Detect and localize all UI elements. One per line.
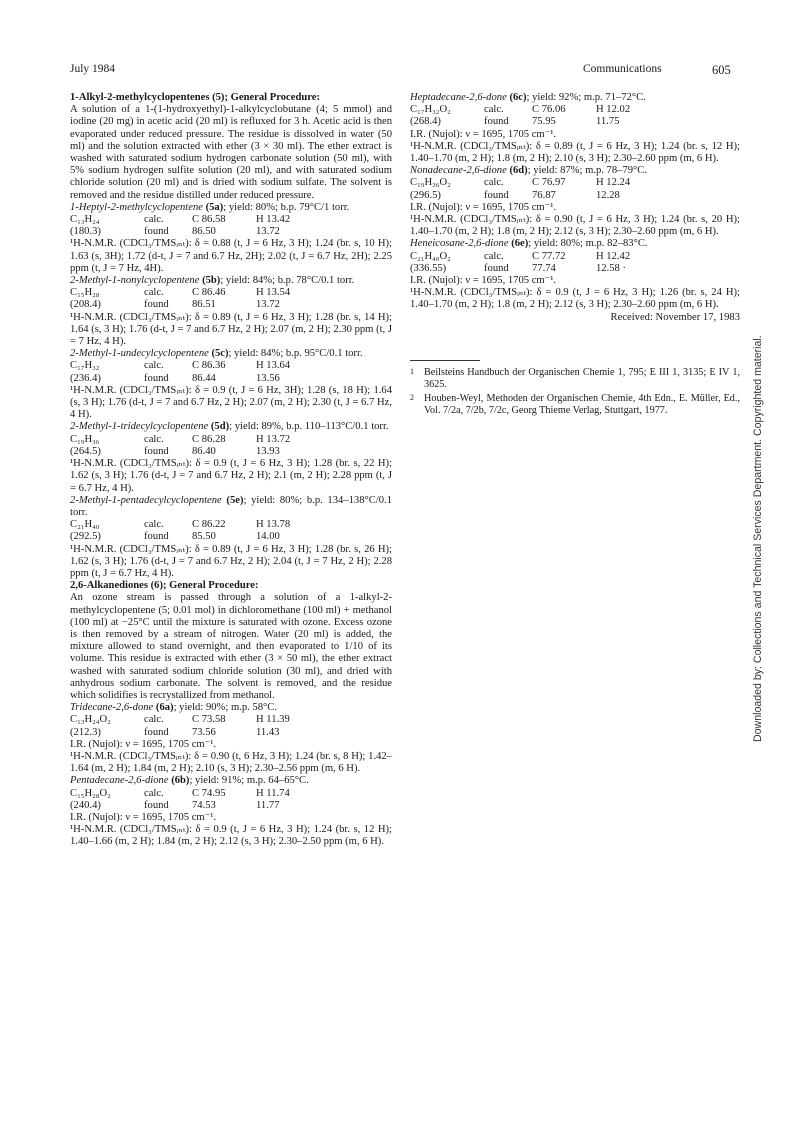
header-section: Communications — [583, 63, 662, 75]
compound-5b-title: 2-Methyl-1-nonylcyclopentene (5b); yield: 84%; b.p. 78°C/0.1 torr. — [70, 275, 355, 287]
compound-6c-analysis: C₁₇H₃₂O₂ calc. C 76.06 H 12.02 (268.4) found 75.95 11.75 — [410, 104, 631, 128]
compound-5a-nmr: ¹H-N.M.R. (CDCl₃/TMSᵢₙₜ): δ = 0.88 (t, J = 6 Hz, 3 H); 1.24 (br. s, 10 H); 1.63 (s, 3H); 1.72 (d-t, J = 7 and 6.7 Hz, 2H); 2.02 (t, J = 6.7 Hz, 2H); 2.25 ppm (t, J = 7 Hz, 4H). — [70, 238, 392, 274]
compound-6a-nmr: ¹H-N.M.R. (CDCl₃/TMSᵢₙₜ): δ = 0.90 (t, 6 Hz, 3 H); 1.24 (br. s, 8 H); 1.42–1.64 (m, 2 H); 1.84 (m, 2 H); 2.10 (s, 3 H); 2.30–2.56 ppm (m, 6 H). — [70, 750, 392, 775]
compound-5d-nmr: ¹H-N.M.R. (CDCl₃/TMSᵢₙₜ): δ = 0.9 (t, J = 6 Hz, 3 H); 1.28 (br. s, 22 H); 1.62 (s, 3 H); 1.76 (d-t, J = 7 and 6.7 Hz, 2 H); 2.1 (m, 2 H); 2.28 ppm (t, J = 6.7 Hz, 4 H). — [70, 458, 392, 494]
compound-5e-title: 2-Methyl-1-pentadecylcyclopentene (5e); yield: 80%; b.p. 134–138°C/0.1 torr. — [70, 494, 392, 518]
procedure-text-cyclopentenes: A solution of a 1-(1-hydroxyethyl)-1-alkylcyclobutane (4; 5 mmol) and iodine (20 mg) in acetic acid (20 ml) is refluxed for 3 h. Acetic acid is then evaporated under reduced pressure. The residue is dissolved in water (50 ml) and the solution extracted with ether (3 × 30 ml). The ether extract is washed with saturated sodium hydrogen carbonate solution (50 ml), with 5% sodium hydrogen sulfite solution (20 ml), and with saturated sodium chloride solution (20 ml) and is dried with sodium sulfate. The solvent is removed and the residue distilled under reduced pressure. — [70, 104, 392, 201]
left-column — [70, 92, 392, 849]
compound-6a-ir: I.R. (Nujol): ν = 1695, 1705 cm⁻¹. — [70, 738, 217, 750]
compound-6c-nmr: ¹H-N.M.R. (CDCl₃/TMSᵢₙₜ): δ = 0.89 (t, J = 6 Hz, 3 H); 1.24 (br. s, 12 H); 1.40–1.70 (m, 2 H); 1.8 (m, 2 H); 2.10 (s, 3 H); 2.30–2.60 ppm (m, 6 H). — [410, 140, 740, 165]
procedure-heading-alkanediones: 2,6-Alkanediones (6); General Procedure: — [70, 580, 259, 592]
compound-6d-analysis: C₁₉H₃₆O₂ calc. C 76.97 H 12.24 (296.5) found 76.87 12.28 — [410, 177, 631, 201]
header-page-number: 605 — [712, 63, 731, 77]
download-watermark: Downloaded by: Collections and Technical Services Department. Copyrighted material. — [752, 335, 764, 742]
compound-5a-title: 1-Heptyl-2-methylcyclopentene (5a); yield: 80%; b.p. 79°C/1 torr. — [70, 201, 350, 213]
compound-5b-nmr: ¹H-N.M.R. (CDCl₃/TMSᵢₙₜ): δ = 0.89 (t, J = 6 Hz, 3 H); 1.28 (br. s, 14 H); 1.64 (s, 3 H); 1.76 (d-t, J = 7 and 6.7 Hz, 2 H); 2.07 (m, 2 H); 2.30 ppm (t, J = 7 Hz, 4 H). — [70, 311, 392, 348]
header-date: July 1984 — [70, 63, 116, 75]
compound-6d-ir: I.R. (Nujol): ν = 1695, 1705 cm⁻¹. — [410, 201, 557, 213]
compound-5e-nmr: ¹H-N.M.R. (CDCl₃/TMSᵢₙₜ): δ = 0.89 (t, J = 6 Hz, 3 H); 1.28 (br. s, 26 H); 1.62 (s, 3 H); 1.76 (d-t, J = 7 and 6.7 Hz, 2 H); 2.04 (t, J = 7 Hz, 2 H); 2.28 ppm (t, J = 6.7 Hz, 4 H). — [70, 543, 392, 579]
compound-5c-nmr: ¹H-N.M.R. (CDCl₃/TMSᵢₙₜ): δ = 0.9 (t, J = 6 Hz, 3H); 1.28 (s, 18 H); 1.64 (s, 3 H); 1.76 (d-t, J = 7 and 6.7 Hz, 2 H); 2.07 (m, 2 H); 2.30 (t, J = 6.7 Hz, 4 H). — [70, 384, 392, 421]
compound-5a-analysis: C₁₃H₂₄ calc. C 86.58 H 13.42 (180.3) found 86.50 13.72 — [70, 214, 291, 238]
compound-6b-analysis: C₁₅H₂₈O₂ calc. C 74.95 H 11.74 (240.4) found 74.53 11.77 — [70, 787, 290, 811]
received-date: Received: November 17, 1983 — [610, 311, 740, 323]
footnote-1: 1 Beilsteins Handbuch der Organischen Chemie 1, 795; E III 1, 3135; E IV 1, 3625. — [410, 366, 740, 390]
compound-5d-title: 2-Methyl-1-tridecylcyclopentene (5d); yield: 89%, b.p. 110–113°C/0.1 torr. — [70, 421, 389, 433]
compound-6a-analysis: C₁₃H₂₄O₂ calc. C 73.58 H 11.39 (212.3) found 73.56 11.43 — [70, 714, 290, 738]
compound-5d-analysis: C₁₉H₃₆ calc. C 86.28 H 13.72 (264.5) found 86.40 13.93 — [70, 433, 291, 457]
procedure-text-alkanediones: An ozone stream is passed through a solution of a 1-alkyl-2-methylcyclopentene (5; 0.01 mol) in dichloromethane (100 ml) + methanol (100 ml) at −25°C until the mixture is saturated with ozone. Excess ozone is then removed by a stream of nitrogen. Water (20 ml) is added, the mixture allowed to stand overnight, and then evaporated to 1/10 of its volume. This residue is extracted with ether (3 × 50 ml), the ether extract washed with saturated sodium chloride solution (30 ml), and dried with anhydrous sodium carbonate. The solvent is removed, and the residue which solidifies is recrystallized from methanol. — [70, 592, 392, 701]
compound-5e-analysis: C₂₁H₄₀ calc. C 86.22 H 13.78 (292.5) found 85.50 14.00 — [70, 519, 291, 543]
footnote-divider — [410, 360, 480, 361]
compound-6b-ir: I.R. (Nujol): ν = 1695, 1705 cm⁻¹. — [70, 811, 217, 823]
compound-5b-analysis: C₁₅H₂₈ calc. C 86.46 H 13.54 (208.4) found 86.51 13.72 — [70, 287, 291, 311]
compound-6e-title: Heneicosane-2,6-dione (6e); yield: 80%; m.p. 82–83°C. — [410, 238, 648, 250]
compound-6b-title: Pentadecane-2,6-dione (6b); yield: 91%; m.p. 64–65°C. — [70, 775, 309, 787]
compound-6c-ir: I.R. (Nujol): ν = 1695, 1705 cm⁻¹. — [410, 128, 557, 140]
compound-6e-nmr: ¹H-N.M.R. (CDCl₃/TMSᵢₙₜ): δ = 0.9 (t, J = 6 Hz, 3 H); 1.26 (br. s, 24 H); 1.40–1.70 (m, 2 H); 1.8 (m, 2 H); 2.12 (s, 3 H); 2.30–2.60 ppm (m, 6 H). — [410, 287, 740, 311]
footnote-2: 2 Houben-Weyl, Methoden der Organischen Chemie, 4th Edn., E. Müller, Ed., Vol. 7/2a, 7/2b, 7/2c, Georg Thieme Verlag, Stuttgart, 1977. — [410, 392, 740, 416]
procedure-heading-cyclopentenes: 1-Alkyl-2-methylcyclopentenes (5); General Procedure: — [70, 92, 320, 103]
compound-6b-nmr: ¹H-N.M.R. (CDCl₃/TMSᵢₙₜ): δ = 0.9 (t, J = 6 Hz, 3 H); 1.24 (br. s, 12 H); 1.40–1.66 (m, 2 H); 1.84 (m, 2 H); 2.12 (s, 3 H); 2.30–2.50 ppm (m, 6 H). — [70, 824, 392, 848]
compound-5c-title: 2-Methyl-1-undecylcyclopentene (5c); yield: 84%; b.p. 95°C/0.1 torr. — [70, 348, 363, 360]
right-column — [410, 92, 740, 417]
compound-6d-nmr: ¹H-N.M.R. (CDCl₃/TMSᵢₙₜ): δ = 0.90 (t, J = 6 Hz, 3 H); 1.24 (br. s, 20 H); 1.40–1.70 (m, 2 H); 1.8 (m, 2 H); 2.12 (s, 3 H); 2.30–2.60 ppm (m, 6 H). — [410, 214, 740, 238]
compound-6e-analysis: C₂₁H₄₀O₂ calc. C 77.72 H 12.42 (336.55) found 77.74 12.58 · — [410, 250, 631, 274]
compound-6d-title: Nonadecane-2,6-dione (6d); yield: 87%; m.p. 78–79°C. — [410, 165, 647, 177]
compound-5c-analysis: C₁₇H₃₂ calc. C 86.36 H 13.64 (236.4) found 86.44 13.56 — [70, 360, 291, 384]
compound-6c-title: Heptadecane-2,6-done (6c); yield: 92%; m.p. 71–72°C. — [410, 92, 646, 103]
compound-6a-title: Tridecane-2,6-done (6a); yield: 90%; m.p. 58°C. — [70, 702, 277, 714]
compound-6e-ir: I.R. (Nujol): ν = 1695, 1705 cm⁻¹. — [410, 275, 557, 287]
